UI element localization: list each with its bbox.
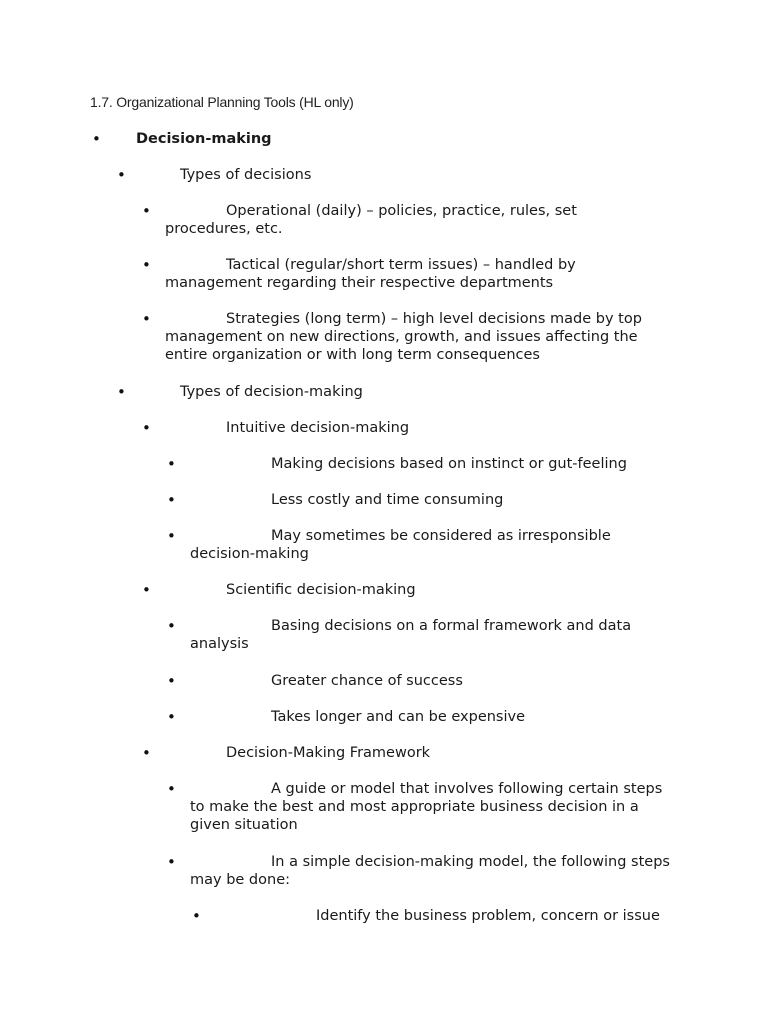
list-item-text: A guide or model that involves following certain steps to make the best and most appropriate business decision in a given situation (190, 781, 663, 833)
list-item-text: Takes longer and can be expensive (271, 709, 526, 725)
bullet-icon: • (167, 617, 176, 635)
list-item-text: Tactical (regular/short term issues) – handled by management regarding their respective departments (165, 257, 576, 291)
list-item-text: Types of decision-making (180, 384, 363, 400)
bullet-icon: • (117, 166, 126, 184)
list-item-text: Identify the business problem, concern or issue (316, 908, 660, 924)
bullet-icon: • (92, 130, 101, 148)
bullet-icon: • (117, 383, 126, 401)
list-item-text: Decision-making (136, 131, 272, 147)
bullet-icon: • (142, 310, 151, 328)
list-item-text: Intuitive decision-making (226, 420, 410, 436)
bullet-icon: • (167, 672, 176, 690)
list-item-text: Decision-Making Framework (226, 745, 431, 761)
bullet-icon: • (142, 744, 151, 762)
bullet-icon: • (142, 419, 151, 437)
bullet-icon: • (192, 907, 201, 925)
bullet-icon: • (142, 581, 151, 599)
bullet-icon: • (167, 708, 176, 726)
list-item-text: Making decisions based on instinct or gut-feeling (271, 456, 627, 472)
bullet-icon: • (142, 202, 151, 220)
list-item-text: Types of decisions (180, 167, 312, 183)
bullet-icon: • (167, 527, 176, 545)
bullet-icon: • (142, 256, 151, 274)
bullet-icon: • (167, 780, 176, 798)
bullet-icon: • (167, 491, 176, 509)
list-item-text: Operational (daily) – policies, practice, rules, set procedures, etc. (165, 203, 577, 237)
bullet-icon: • (167, 455, 176, 473)
document-heading: 1.7. Organizational Planning Tools (HL only) (90, 94, 354, 110)
list-item-text: Less costly and time consuming (271, 492, 504, 508)
list-item-text: Strategies (long term) – high level decisions made by top management on new directions, growth, and issues affecting the entire organization or with long term consequences (165, 311, 642, 363)
list-item-text: Scientific decision-making (226, 582, 416, 598)
bullet-icon: • (167, 853, 176, 871)
list-item-text: Basing decisions on a formal framework and data analysis (190, 618, 632, 652)
list-item-text: In a simple decision-making model, the following steps may be done: (190, 854, 670, 888)
list-item-text: May sometimes be considered as irresponsible decision-making (190, 528, 611, 562)
list-item-text: Greater chance of success (271, 673, 463, 689)
